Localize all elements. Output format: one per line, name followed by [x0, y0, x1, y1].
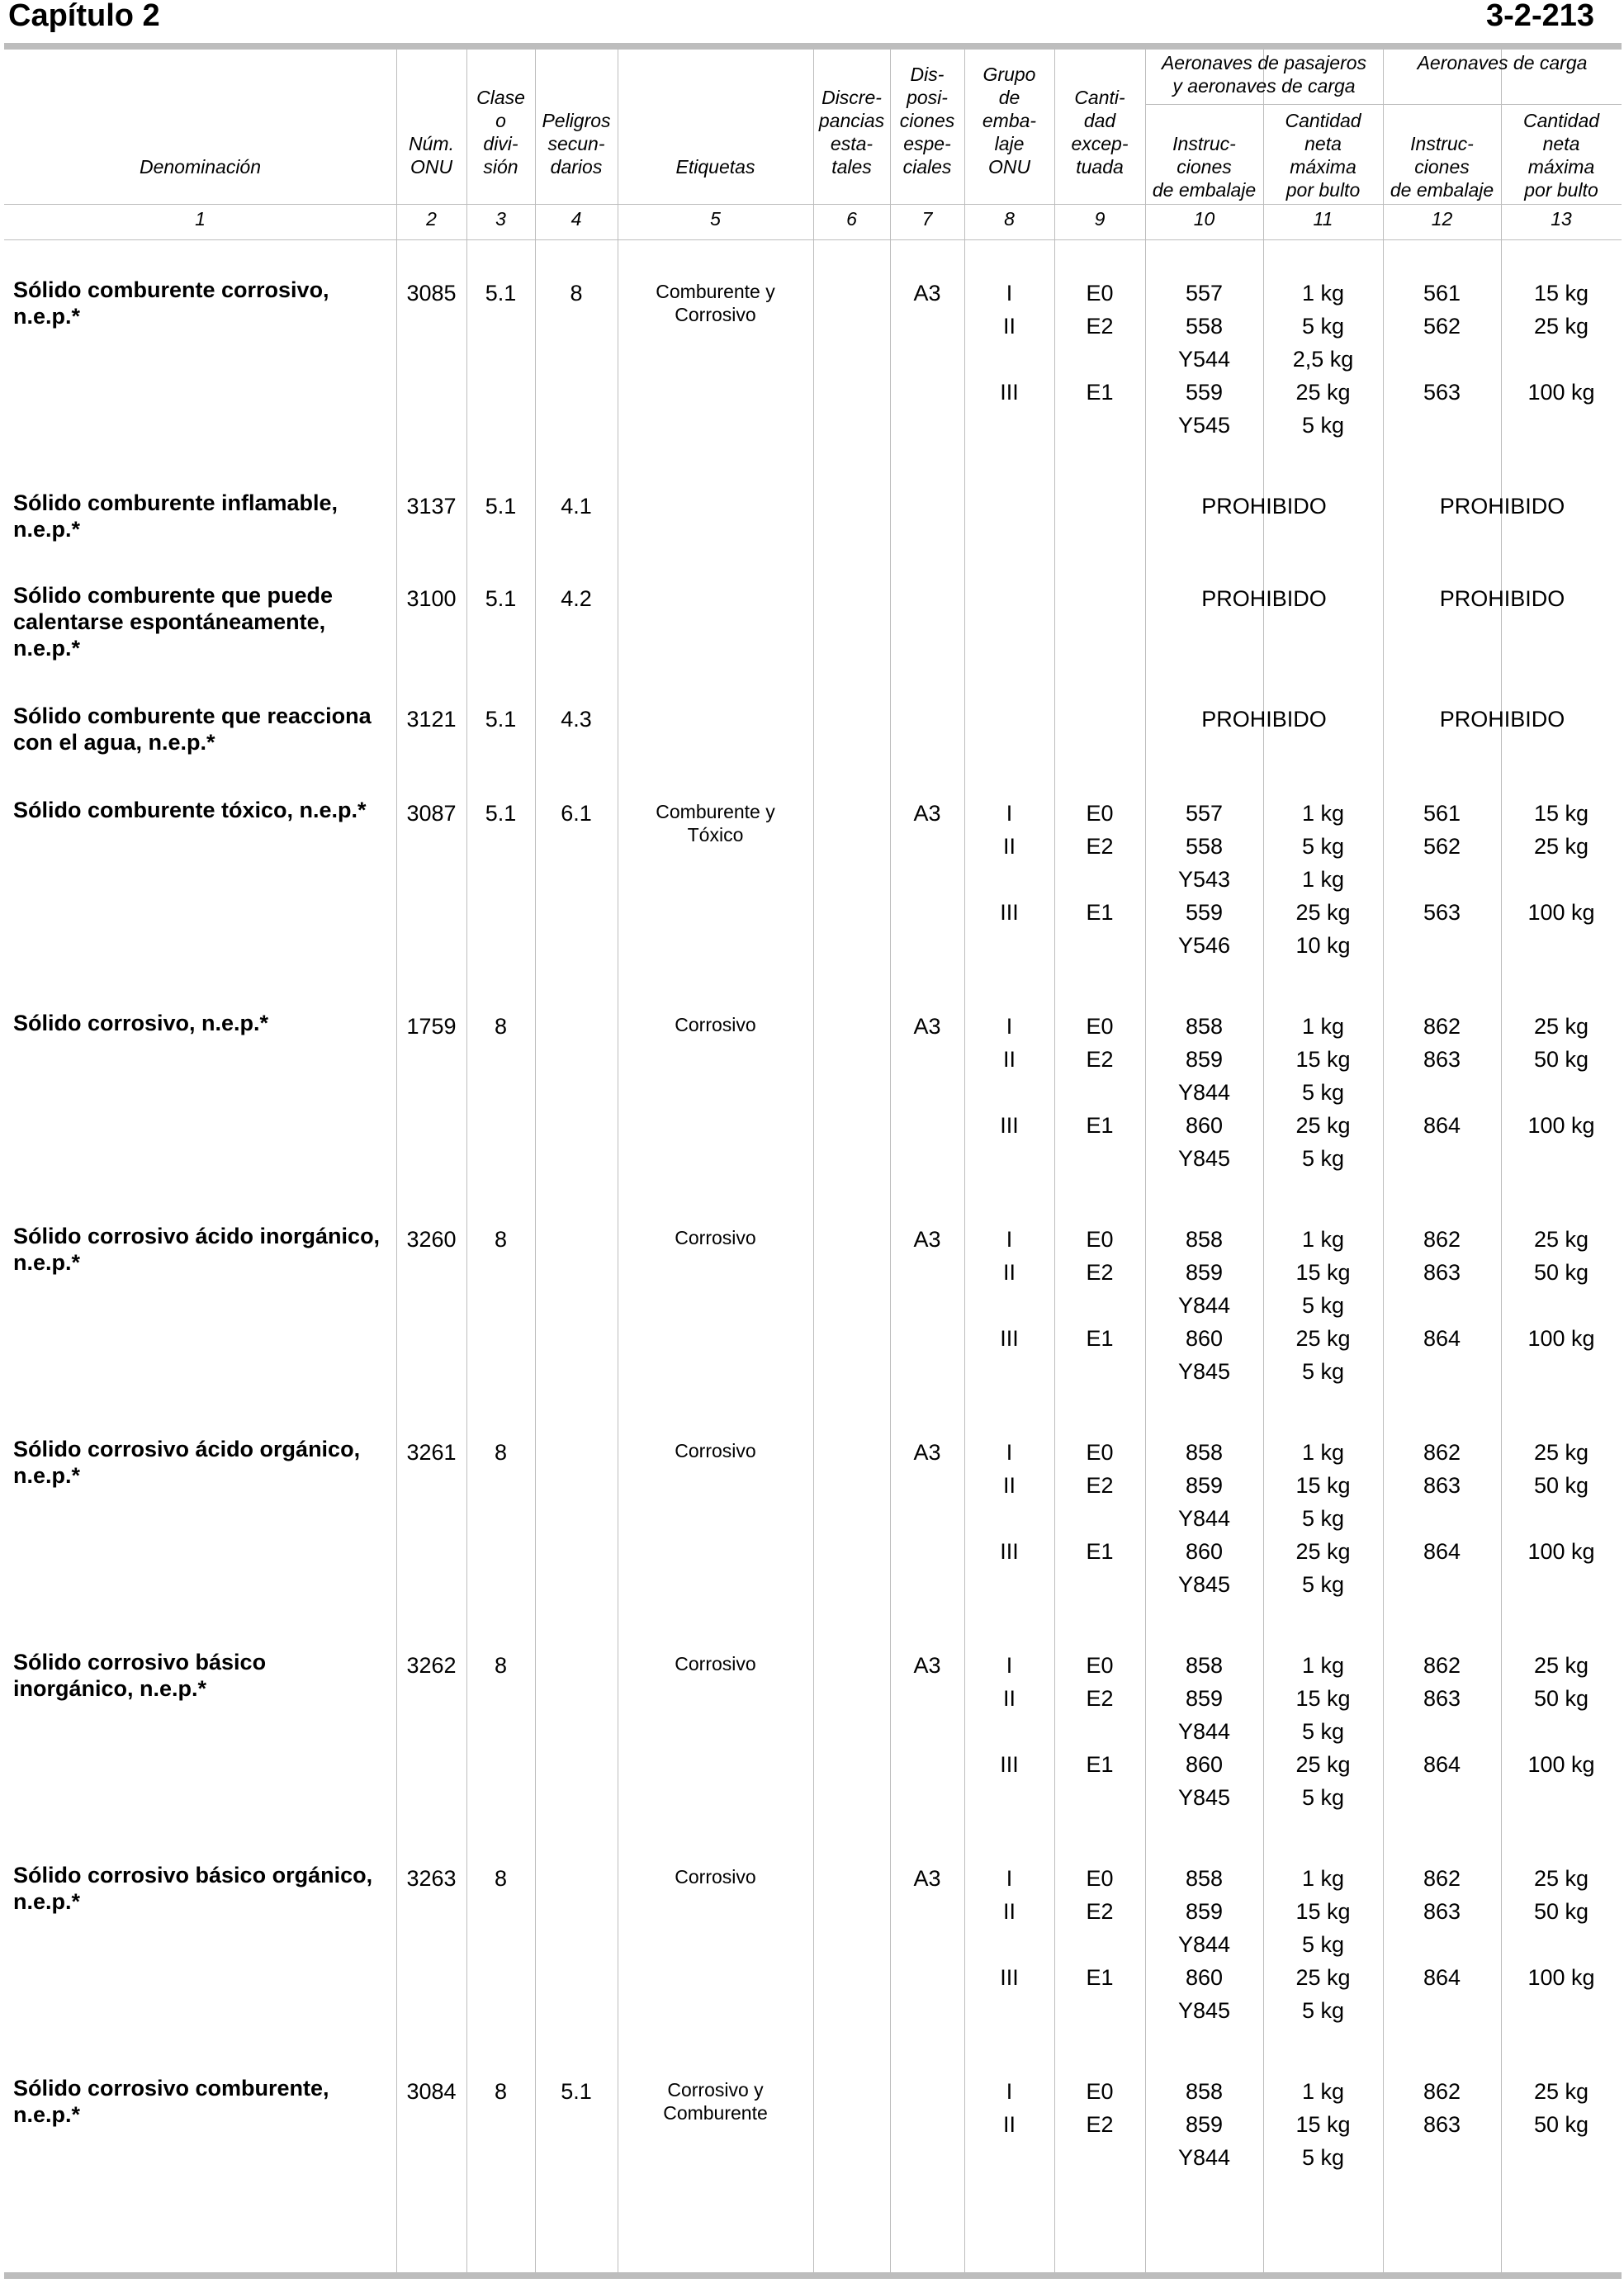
passenger-packing-instruction: 557 [1185, 801, 1224, 826]
cargo-packing-instruction: 563 [1423, 380, 1461, 405]
packing-group: I [1006, 1440, 1013, 1465]
cargo-packing-instruction: 862 [1423, 1866, 1461, 1891]
hazard-label: Corrosivo [675, 1866, 756, 1888]
cargo-packing-instruction: 862 [1423, 2079, 1461, 2104]
packing-group: III [1000, 1752, 1019, 1777]
class-division: 5.1 [485, 586, 517, 611]
prohibited-passenger: PROHIBIDO [1201, 707, 1327, 732]
class-division: 5.1 [485, 707, 517, 732]
column-number: 1 [195, 208, 206, 230]
passenger-max-quantity: 5 kg [1301, 1572, 1345, 1597]
special-provision: A3 [913, 1440, 941, 1465]
cargo-packing-instruction: 863 [1423, 1047, 1461, 1072]
passenger-packing-instruction: 859 [1185, 1686, 1224, 1711]
un-number: 3260 [406, 1227, 457, 1252]
special-provision: A3 [913, 1227, 941, 1252]
passenger-packing-instruction: 559 [1185, 380, 1224, 405]
passenger-packing-instruction: 860 [1185, 1539, 1224, 1564]
cargo-packing-instruction: 864 [1423, 1965, 1461, 1990]
entry-name: Sólido corrosivo comburente, n.e.p.* [13, 2076, 329, 2127]
packing-group: III [1000, 1326, 1019, 1351]
passenger-max-quantity: 1 kg [1301, 801, 1345, 826]
cargo-max-quantity: 100 kg [1527, 1539, 1595, 1564]
cargo-packing-instruction: 864 [1423, 1113, 1461, 1138]
special-provision: A3 [913, 281, 941, 306]
cargo-packing-instruction: 561 [1423, 281, 1461, 306]
passenger-packing-instruction: Y845 [1177, 1998, 1231, 2023]
passenger-max-quantity: 5 kg [1301, 1998, 1345, 2023]
passenger-max-quantity: 5 kg [1301, 314, 1345, 339]
column-number: 8 [1004, 208, 1015, 230]
cargo-packing-instruction: 864 [1423, 1539, 1461, 1564]
hazard-label: Comburente y Corrosivo [656, 281, 775, 325]
cargo-packing-instruction: 562 [1423, 834, 1461, 859]
un-number: 3087 [406, 801, 457, 826]
prohibited-passenger: PROHIBIDO [1201, 586, 1327, 611]
packing-group: III [1000, 900, 1019, 925]
passenger-packing-instruction: 858 [1185, 1440, 1224, 1465]
class-division: 8 [494, 1440, 508, 1465]
page-reference: 3-2-213 [1486, 0, 1594, 33]
excepted-quantity: E2 [1086, 1473, 1114, 1498]
excepted-quantity: E1 [1086, 1539, 1114, 1564]
passenger-packing-instruction: 858 [1185, 2079, 1224, 2104]
excepted-quantity: E0 [1086, 1653, 1114, 1678]
passenger-packing-instruction: Y845 [1177, 1359, 1231, 1384]
column-number: 12 [1431, 208, 1453, 230]
column-number: 4 [571, 208, 582, 230]
packing-group: II [1002, 1473, 1016, 1498]
class-division: 5.1 [485, 494, 517, 519]
excepted-quantity: E0 [1086, 1014, 1114, 1039]
column-number: 9 [1094, 208, 1106, 230]
passenger-max-quantity: 5 kg [1301, 834, 1345, 859]
cargo-max-quantity: 50 kg [1533, 1686, 1589, 1711]
passenger-packing-instruction: Y845 [1177, 1785, 1231, 1810]
cargo-packing-instruction: 862 [1423, 1227, 1461, 1252]
entry-name: Sólido corrosivo básico orgánico, n.e.p.* [13, 1863, 373, 1914]
class-division: 5.1 [485, 281, 517, 306]
passenger-max-quantity: 5 kg [1301, 413, 1345, 438]
passenger-max-quantity: 5 kg [1301, 2145, 1345, 2170]
hazard-label: Corrosivo [675, 1653, 756, 1674]
special-provision: A3 [913, 801, 941, 826]
cargo-max-quantity: 50 kg [1533, 1260, 1589, 1285]
cargo-packing-instruction: 862 [1423, 1440, 1461, 1465]
packing-group: III [1000, 380, 1019, 405]
cargo-max-quantity: 25 kg [1533, 314, 1589, 339]
column-number: 5 [710, 208, 721, 230]
passenger-packing-instruction: Y543 [1177, 867, 1231, 892]
passenger-packing-instruction: Y546 [1177, 933, 1231, 958]
excepted-quantity: E1 [1086, 380, 1114, 405]
excepted-quantity: E2 [1086, 2112, 1114, 2137]
cargo-max-quantity: 50 kg [1533, 1899, 1589, 1924]
cargo-packing-instruction: 863 [1423, 1260, 1461, 1285]
passenger-max-quantity: 5 kg [1301, 1932, 1345, 1957]
passenger-max-quantity: 1 kg [1301, 281, 1345, 306]
prohibited-cargo: PROHIBIDO [1439, 586, 1565, 611]
column-header-pax-cantidad: Cantidad neta máxima por bulto [1285, 110, 1361, 201]
grid-line [4, 204, 1622, 205]
cargo-packing-instruction: 864 [1423, 1326, 1461, 1351]
entry-name: Sólido corrosivo básico inorgánico, n.e.p.* [13, 1650, 267, 1701]
un-number: 1759 [406, 1014, 457, 1039]
column-header-clase: Clase o divi- sión [476, 87, 525, 178]
column-header-cao-cantidad: Cantidad neta máxima por bulto [1522, 110, 1600, 201]
un-number: 3263 [406, 1866, 457, 1891]
passenger-max-quantity: 5 kg [1301, 1359, 1345, 1384]
passenger-max-quantity: 15 kg [1295, 1899, 1351, 1924]
special-provision: A3 [913, 1866, 941, 1891]
passenger-max-quantity: 1 kg [1301, 1440, 1345, 1465]
hazard-label: Corrosivo [675, 1014, 756, 1035]
passenger-packing-instruction: Y844 [1177, 1080, 1231, 1105]
chapter-title: Capítulo 2 [8, 0, 160, 33]
prohibited-cargo: PROHIBIDO [1439, 707, 1565, 732]
passenger-max-quantity: 5 kg [1301, 1506, 1345, 1531]
passenger-max-quantity: 25 kg [1295, 380, 1351, 405]
cargo-max-quantity: 50 kg [1533, 1047, 1589, 1072]
un-number: 3262 [406, 1653, 457, 1678]
passenger-packing-instruction: Y844 [1177, 1719, 1231, 1744]
excepted-quantity: E1 [1086, 1752, 1114, 1777]
passenger-max-quantity: 25 kg [1295, 1326, 1351, 1351]
passenger-max-quantity: 25 kg [1295, 1539, 1351, 1564]
column-header-disposiciones: Dis- posi- ciones espe- ciales [899, 64, 955, 178]
excepted-quantity: E0 [1086, 801, 1114, 826]
excepted-quantity: E1 [1086, 1113, 1114, 1138]
packing-group: I [1006, 1014, 1013, 1039]
passenger-packing-instruction: 859 [1185, 1260, 1224, 1285]
passenger-packing-instruction: 859 [1185, 1899, 1224, 1924]
passenger-max-quantity: 15 kg [1295, 1473, 1351, 1498]
entry-name: Sólido comburente corrosivo, n.e.p.* [13, 277, 329, 329]
passenger-packing-instruction: 858 [1185, 1866, 1224, 1891]
hazard-label: Corrosivo [675, 1440, 756, 1461]
column-header-pax-instrucciones: Instruc- ciones de embalaje [1152, 133, 1257, 201]
passenger-max-quantity: 15 kg [1295, 1047, 1351, 1072]
excepted-quantity: E2 [1086, 834, 1114, 859]
class-division: 8 [494, 1866, 508, 1891]
passenger-max-quantity: 1 kg [1301, 1227, 1345, 1252]
passenger-max-quantity: 15 kg [1295, 2112, 1351, 2137]
grid-line [396, 50, 397, 2272]
excepted-quantity: E2 [1086, 1899, 1114, 1924]
passenger-packing-instruction: 858 [1185, 1653, 1224, 1678]
passenger-packing-instruction: 557 [1185, 281, 1224, 306]
cargo-packing-instruction: 863 [1423, 2112, 1461, 2137]
entry-name: Sólido corrosivo ácido inorgánico, n.e.p.* [13, 1224, 381, 1275]
un-number: 3261 [406, 1440, 457, 1465]
un-number: 3137 [406, 494, 457, 519]
excepted-quantity: E0 [1086, 1440, 1114, 1465]
passenger-max-quantity: 1 kg [1301, 1014, 1345, 1039]
column-header-cao-instrucciones: Instruc- ciones de embalaje [1390, 133, 1494, 201]
cargo-max-quantity: 25 kg [1533, 2079, 1589, 2104]
packing-group: II [1002, 1260, 1016, 1285]
class-division: 8 [494, 1014, 508, 1039]
packing-group: I [1006, 1866, 1013, 1891]
passenger-max-quantity: 10 kg [1295, 933, 1351, 958]
secondary-hazard: 8 [570, 281, 583, 306]
passenger-max-quantity: 5 kg [1301, 1785, 1345, 1810]
group-header-cargo: Aeronaves de carga [1417, 52, 1588, 73]
passenger-packing-instruction: Y545 [1177, 413, 1231, 438]
passenger-packing-instruction: 859 [1185, 2112, 1224, 2137]
cargo-packing-instruction: 863 [1423, 1899, 1461, 1924]
excepted-quantity: E2 [1086, 1260, 1114, 1285]
excepted-quantity: E2 [1086, 1686, 1114, 1711]
cargo-max-quantity: 25 kg [1533, 1014, 1589, 1039]
excepted-quantity: E2 [1086, 314, 1114, 339]
entry-name: Sólido comburente que puede calentarse espontáneamente, n.e.p.* [13, 583, 334, 661]
passenger-packing-instruction: 860 [1185, 1113, 1224, 1138]
passenger-packing-instruction: Y845 [1177, 1572, 1231, 1597]
cargo-max-quantity: 25 kg [1533, 1440, 1589, 1465]
cargo-packing-instruction: 562 [1423, 314, 1461, 339]
entry-name: Sólido comburente tóxico, n.e.p.* [13, 798, 367, 822]
prohibited-passenger: PROHIBIDO [1201, 494, 1327, 519]
grid-line [4, 239, 1622, 240]
column-header-etiquetas: Etiquetas [675, 156, 755, 178]
cargo-packing-instruction: 863 [1423, 1686, 1461, 1711]
passenger-max-quantity: 25 kg [1295, 1752, 1351, 1777]
column-header-denominacion: Denominación [139, 156, 262, 178]
packing-group: II [1002, 1047, 1016, 1072]
cargo-max-quantity: 100 kg [1527, 380, 1595, 405]
passenger-packing-instruction: Y844 [1177, 1293, 1231, 1318]
grid-line [1145, 104, 1622, 105]
un-number: 3085 [406, 281, 457, 306]
cargo-max-quantity: 100 kg [1527, 1326, 1595, 1351]
cargo-max-quantity: 100 kg [1527, 900, 1595, 925]
class-division: 8 [494, 1653, 508, 1678]
un-number: 3100 [406, 586, 457, 611]
passenger-packing-instruction: 558 [1185, 314, 1224, 339]
secondary-hazard: 4.2 [561, 586, 592, 611]
cargo-max-quantity: 15 kg [1533, 281, 1589, 306]
column-number: 2 [426, 208, 437, 230]
packing-group: III [1000, 1965, 1019, 1990]
passenger-max-quantity: 15 kg [1295, 1686, 1351, 1711]
excepted-quantity: E1 [1086, 900, 1114, 925]
column-number: 11 [1313, 208, 1333, 230]
passenger-max-quantity: 1 kg [1301, 1653, 1345, 1678]
cargo-max-quantity: 50 kg [1533, 2112, 1589, 2137]
entry-name: Sólido corrosivo ácido orgánico, n.e.p.* [13, 1437, 361, 1488]
passenger-packing-instruction: Y844 [1177, 1932, 1231, 1957]
cargo-max-quantity: 25 kg [1533, 1227, 1589, 1252]
packing-group: I [1006, 1653, 1013, 1678]
passenger-max-quantity: 15 kg [1295, 1260, 1351, 1285]
cargo-max-quantity: 100 kg [1527, 1113, 1595, 1138]
special-provision: A3 [913, 1653, 941, 1678]
packing-group: I [1006, 801, 1013, 826]
passenger-packing-instruction: Y845 [1177, 1146, 1231, 1171]
grid-line [813, 50, 814, 2272]
column-number: 3 [495, 208, 506, 230]
cargo-max-quantity: 50 kg [1533, 1473, 1589, 1498]
passenger-max-quantity: 5 kg [1301, 1146, 1345, 1171]
cargo-max-quantity: 25 kg [1533, 834, 1589, 859]
passenger-max-quantity: 25 kg [1295, 1113, 1351, 1138]
passenger-packing-instruction: 860 [1185, 1752, 1224, 1777]
passenger-packing-instruction: 859 [1185, 1473, 1224, 1498]
excepted-quantity: E0 [1086, 2079, 1114, 2104]
secondary-hazard: 6.1 [561, 801, 592, 826]
cargo-packing-instruction: 561 [1423, 801, 1461, 826]
cargo-max-quantity: 15 kg [1533, 801, 1589, 826]
cargo-packing-instruction: 864 [1423, 1752, 1461, 1777]
passenger-packing-instruction: 858 [1185, 1014, 1224, 1039]
column-header-num-onu: Núm. ONU [409, 133, 454, 178]
cargo-max-quantity: 100 kg [1527, 1965, 1595, 1990]
column-header-peligros: Peligros secun- darios [542, 110, 611, 178]
un-number: 3084 [406, 2079, 457, 2104]
passenger-packing-instruction: 858 [1185, 1227, 1224, 1252]
hazard-label: Comburente y Tóxico [656, 801, 775, 845]
passenger-max-quantity: 25 kg [1295, 1965, 1351, 1990]
passenger-max-quantity: 5 kg [1301, 1080, 1345, 1105]
passenger-max-quantity: 5 kg [1301, 1293, 1345, 1318]
packing-group: I [1006, 281, 1013, 306]
cargo-packing-instruction: 863 [1423, 1473, 1461, 1498]
column-header-discrepancias: Discre- pancias esta- tales [818, 87, 885, 178]
column-number: 10 [1193, 208, 1215, 230]
cargo-packing-instruction: 563 [1423, 900, 1461, 925]
passenger-max-quantity: 1 kg [1301, 867, 1345, 892]
passenger-max-quantity: 1 kg [1301, 2079, 1345, 2104]
passenger-packing-instruction: 559 [1185, 900, 1224, 925]
cargo-max-quantity: 25 kg [1533, 1866, 1589, 1891]
passenger-packing-instruction: 558 [1185, 834, 1224, 859]
entry-name: Sólido corrosivo, n.e.p.* [13, 1011, 269, 1035]
passenger-max-quantity: 1 kg [1301, 1866, 1345, 1891]
entry-name: Sólido comburente inflamable, n.e.p.* [13, 490, 339, 542]
bottom-rule [4, 2272, 1622, 2279]
top-rule [4, 43, 1622, 50]
packing-group: III [1000, 1539, 1019, 1564]
excepted-quantity: E0 [1086, 1227, 1114, 1252]
packing-group: I [1006, 2079, 1013, 2104]
passenger-max-quantity: 25 kg [1295, 900, 1351, 925]
packing-group: II [1002, 314, 1016, 339]
passenger-packing-instruction: Y544 [1177, 347, 1231, 372]
prohibited-cargo: PROHIBIDO [1439, 494, 1565, 519]
cargo-max-quantity: 100 kg [1527, 1752, 1595, 1777]
packing-group: II [1002, 834, 1016, 859]
packing-group: II [1002, 1899, 1016, 1924]
cargo-packing-instruction: 862 [1423, 1653, 1461, 1678]
excepted-quantity: E0 [1086, 281, 1114, 306]
packing-group: III [1000, 1113, 1019, 1138]
class-division: 8 [494, 1227, 508, 1252]
excepted-quantity: E0 [1086, 1866, 1114, 1891]
passenger-packing-instruction: 859 [1185, 1047, 1224, 1072]
packing-group: II [1002, 1686, 1016, 1711]
excepted-quantity: E1 [1086, 1965, 1114, 1990]
passenger-packing-instruction: Y844 [1177, 1506, 1231, 1531]
excepted-quantity: E2 [1086, 1047, 1114, 1072]
column-number: 13 [1551, 208, 1572, 230]
hazard-label: Corrosivo [675, 1227, 756, 1248]
column-header-grupo-embalaje: Grupo de emba- laje ONU [982, 64, 1037, 178]
secondary-hazard: 4.3 [561, 707, 592, 732]
un-number: 3121 [406, 707, 457, 732]
grid-line [535, 50, 536, 2272]
passenger-packing-instruction: 860 [1185, 1326, 1224, 1351]
secondary-hazard: 5.1 [561, 2079, 592, 2104]
packing-group: II [1002, 2112, 1016, 2137]
passenger-packing-instruction: Y844 [1177, 2145, 1231, 2170]
grid-line [466, 50, 467, 2272]
special-provision: A3 [913, 1014, 941, 1039]
excepted-quantity: E1 [1086, 1326, 1114, 1351]
packing-group: I [1006, 1227, 1013, 1252]
column-header-cantidad-exceptuada: Canti- dad excep- tuada [1071, 87, 1129, 178]
passenger-packing-instruction: 860 [1185, 1965, 1224, 1990]
cargo-packing-instruction: 862 [1423, 1014, 1461, 1039]
column-number: 6 [846, 208, 857, 230]
passenger-max-quantity: 5 kg [1301, 1719, 1345, 1744]
entry-name: Sólido comburente que reacciona con el agua, n.e.p.* [13, 703, 372, 755]
grid-line [890, 50, 891, 2272]
group-header-passenger: Aeronaves de pasajeros y aeronaves de carga [1161, 52, 1367, 97]
class-division: 5.1 [485, 801, 517, 826]
class-division: 8 [494, 2079, 508, 2104]
column-number: 7 [921, 208, 933, 230]
hazard-label: Corrosivo y Comburente [663, 2079, 768, 2124]
passenger-max-quantity: 2,5 kg [1292, 347, 1354, 372]
cargo-max-quantity: 25 kg [1533, 1653, 1589, 1678]
secondary-hazard: 4.1 [561, 494, 592, 519]
